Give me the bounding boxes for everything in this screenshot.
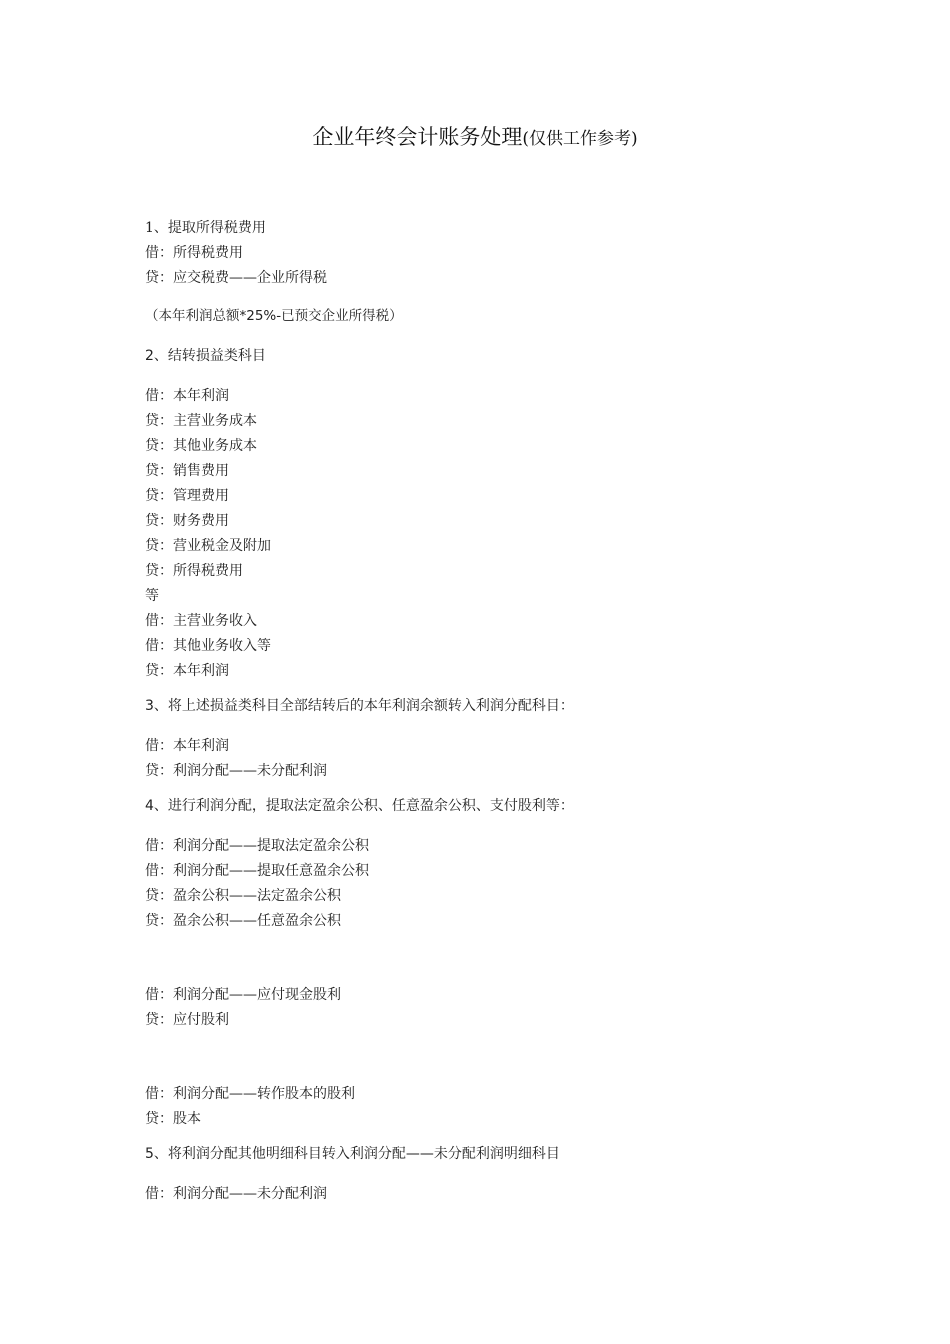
entry-line: 借：利润分配——提取法定盈余公积 [145,838,369,854]
entry-line: 贷：销售费用 [145,463,229,479]
page-title [0,122,950,154]
entry-line: 借：利润分配——转作股本的股利 [145,1086,355,1102]
entry-line: 贷：利润分配——未分配利润 [145,763,327,779]
section-4-heading: 4、进行利润分配，提取法定盈余公积、任意盈余公积、支付股利等： [145,798,574,814]
entry-line: 贷：盈余公积——任意盈余公积 [145,913,341,929]
section-1-note: （本年利润总额*25%-已预交企业所得税） [145,308,403,324]
section-3-heading: 3、将上述损益类科目全部结转后的本年利润余额转入利润分配科目： [145,698,574,714]
section-1-heading: 1、提取所得税费用 [145,220,266,236]
entry-line: 贷：所得税费用 [145,563,243,579]
entry-line: 贷：其他业务成本 [145,438,257,454]
entry-line: 贷：应付股利 [145,1012,229,1028]
entry-line: 贷：主营业务成本 [145,413,257,429]
entry-line: 贷：财务费用 [145,513,229,529]
entry-line: 借：利润分配——提取任意盈余公积 [145,863,369,879]
document-body [145,216,845,1207]
entry-line: 借：利润分配——应付现金股利 [145,987,341,1003]
entry-line: 借：其他业务收入等 [145,638,271,654]
entry-line: 贷：管理费用 [145,488,229,504]
page-title-sub: (仅供工作参考) [522,129,638,149]
section-5-heading: 5、将利润分配其他明细科目转入利润分配——未分配利润明细科目 [145,1146,560,1162]
entry-line: 贷：盈余公积——法定盈余公积 [145,888,341,904]
page-title-main: 企业年终会计账务处理 [312,125,523,149]
entry-line: 贷：营业税金及附加 [145,538,271,554]
entry-line: 贷：应交税费——企业所得税 [145,270,327,286]
entry-line: 借：主营业务收入 [145,613,257,629]
entry-line: 借：本年利润 [145,738,229,754]
section-2-heading: 2、结转损益类科目 [145,348,266,364]
entry-line: 等 [145,588,159,604]
entry-line: 借：利润分配——未分配利润 [145,1186,327,1202]
entry-line: 贷：本年利润 [145,663,229,679]
entry-line: 贷：股本 [145,1111,201,1127]
entry-line: 借：所得税费用 [145,245,243,261]
entry-line: 借：本年利润 [145,388,229,404]
